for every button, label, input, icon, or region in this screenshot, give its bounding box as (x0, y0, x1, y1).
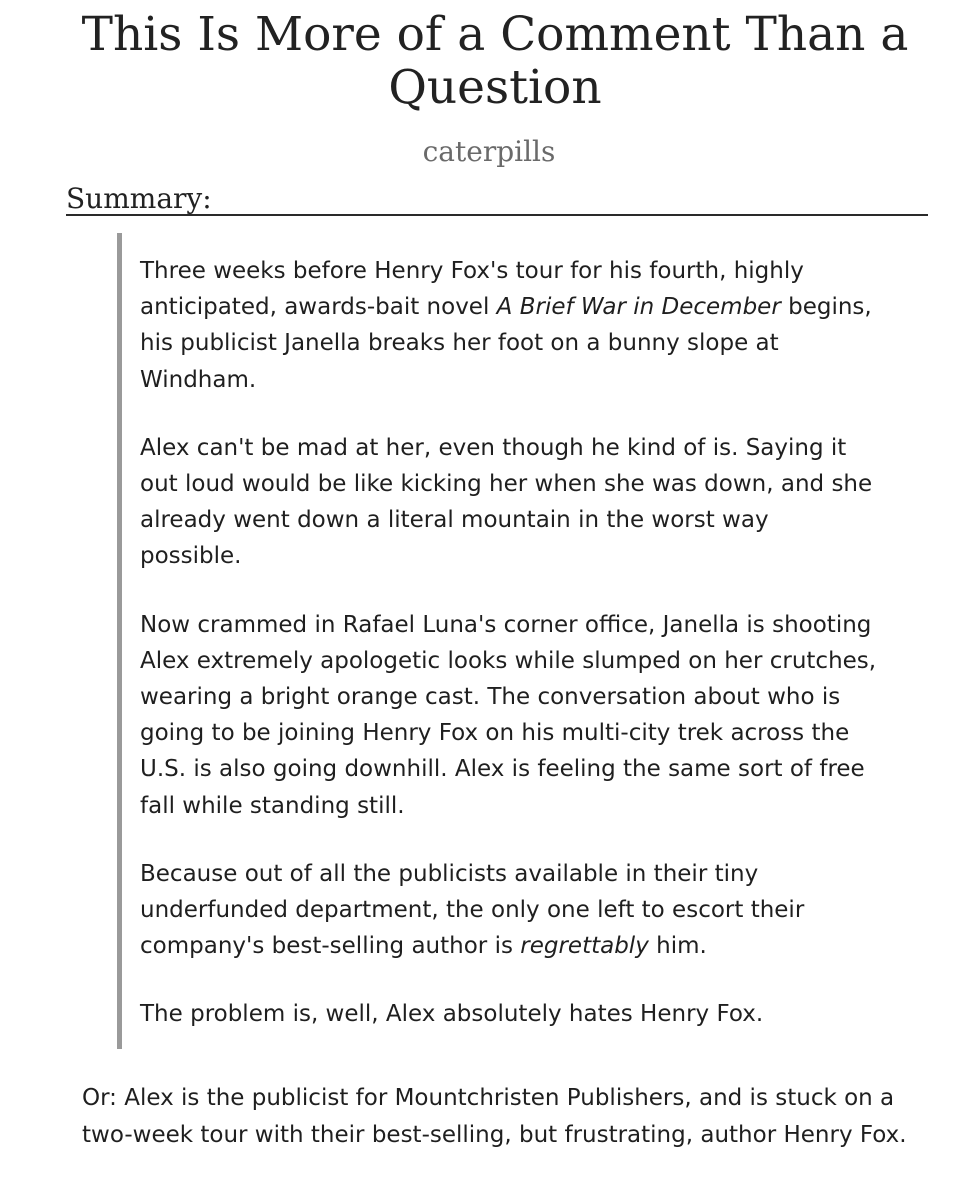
summary-paragraph-1-text-start: Three weeks before Henry Fox's tour for his fourth, highly anticipated, awards-bait novel (140, 258, 804, 321)
work-title: This Is More of a Comment Than a Question (81, 7, 909, 115)
summary-paragraph-1 (140, 233, 877, 398)
summary-or-note: Or: Alex is the publicist for Mountchristen Publishers, and is stuck on a two-week tour with their best-selling, but frustrating, author Henry Fox. (82, 1085, 907, 1148)
summary-paragraph-5: The problem is, well, Alex absolutely hates Henry Fox. (140, 1001, 764, 1028)
summary-blockquote (117, 233, 877, 1049)
summary-paragraph-4-text-end: him. (648, 933, 707, 960)
summary-paragraph-2: Alex can't be mad at her, even though he kind of is. Saying it out loud would be like kicking her when she was down, and she already went down a literal mountain in the worst way possible. (140, 434, 873, 570)
summary-paragraph-4-text-start: Because out of all the publicists available in their tiny underfunded department, the only one left to escort their company's best-selling author is (140, 860, 805, 960)
emphasis-italic: regrettably (520, 933, 649, 960)
author-link[interactable]: caterpills (422, 135, 556, 168)
summary-paragraph-1-text-end: begins, his publicist Janella breaks her foot on a bunny slope at Windham. (140, 294, 872, 393)
summary-heading: Summary: (66, 182, 928, 216)
summary-paragraph-4 (140, 856, 877, 965)
summary-paragraph-3: Now crammed in Rafael Luna's corner office, Janella is shooting Alex extremely apologetic looks while slumped on her crutches, wearing a bright orange cast. The conversation about who is going to be joining Henry Fox on his multi-city trek across the U.S. is also going downhill. Alex is feeling the same sort of free fall while standing still. (140, 611, 877, 819)
book-title-italic: A Brief War in December (496, 294, 781, 321)
